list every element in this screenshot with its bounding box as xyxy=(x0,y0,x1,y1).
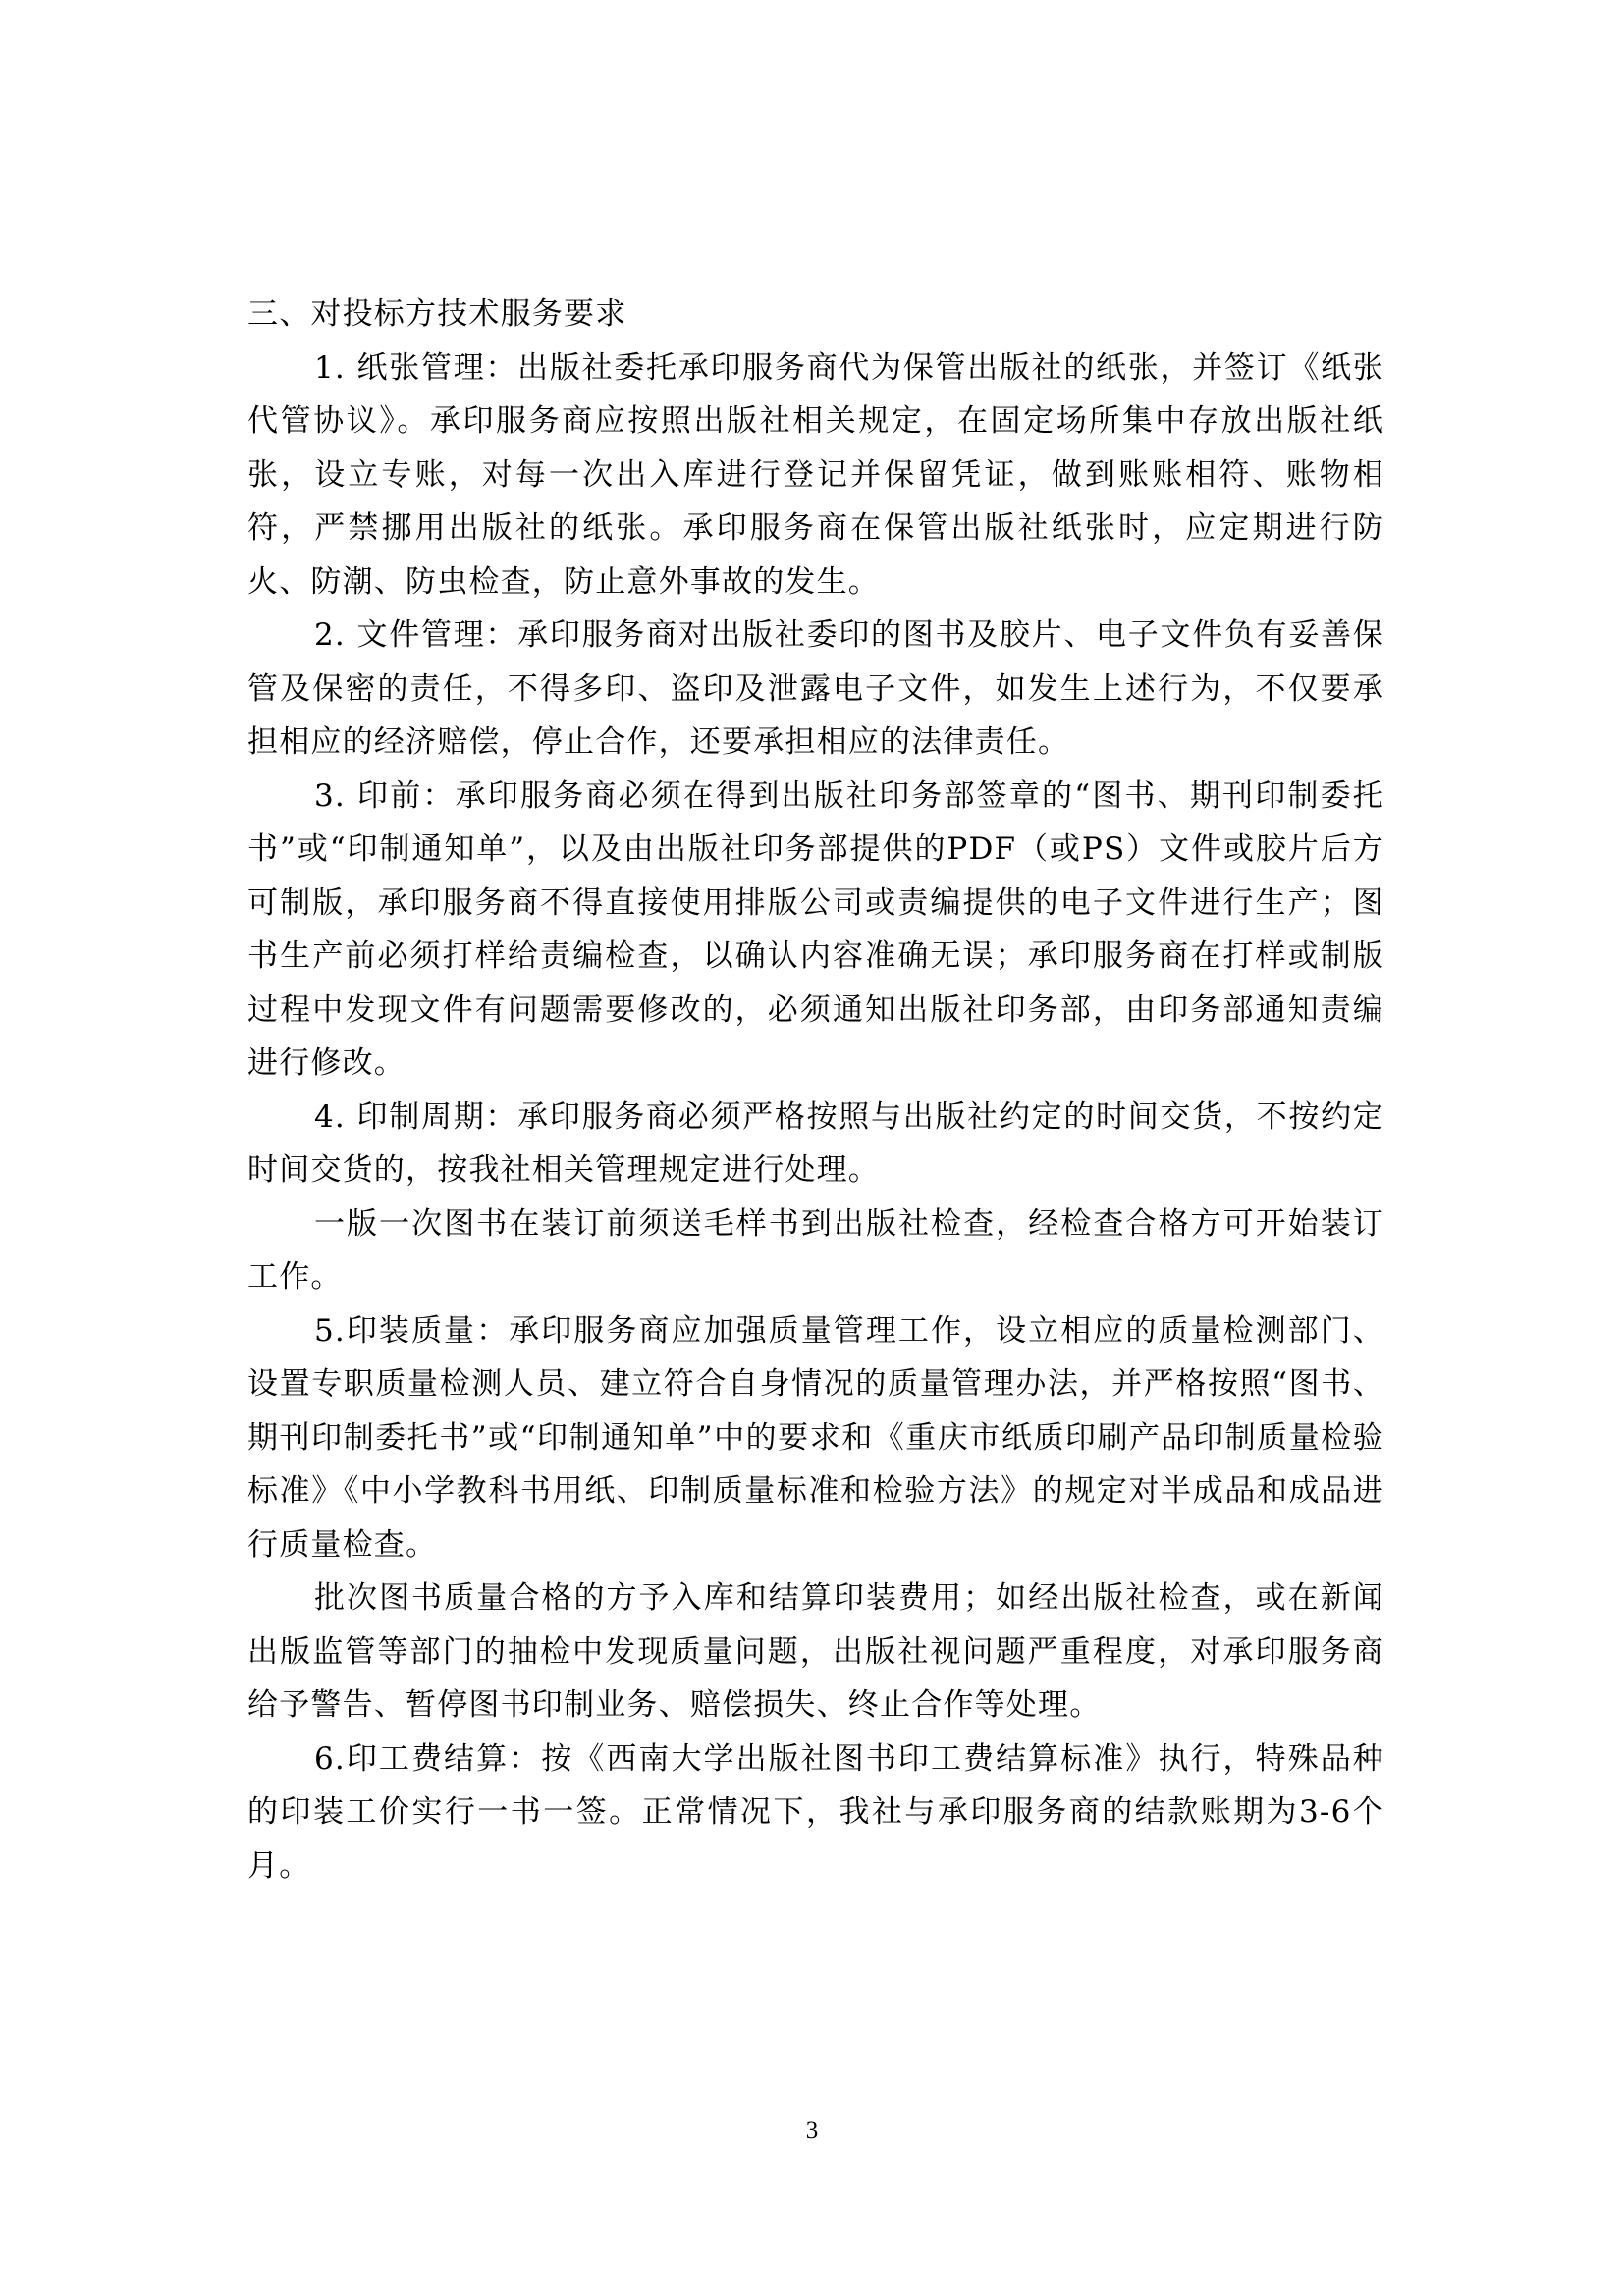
paragraph-file-management: 2. 文件管理：承印服务商对出版社委印的图书及胶片、电子文件负有妥善保管及保密的责任，不得多印、盗印及泄露电子文件，如发生上述行为，不仅要承担相应的经济赔偿，停止合作，还要承担相应的法律责任。 xyxy=(247,617,1384,760)
paragraph-paper-management: 1. 纸张管理：出版社委托承印服务商代为保管出版社的纸张，并签订《纸张代管协议》。承印服务商应按照出版社相关规定，在固定场所集中存放出版社纸张，设立专账，对每一次出入库进行登记并保留凭证，做到账账相符、账物相符，严禁挪用出版社的纸张。承印服务商在保管出版社纸张时，应定期进行防火、防潮、防虫检查，防止意外事故的发生。 xyxy=(247,349,1384,600)
section-heading: 三、对投标方技术服务要求 xyxy=(247,296,627,332)
paragraph-batch-quality: 批次图书质量合格的方予入库和结算印装费用；如经出版社检查，或在新闻出版监管等部门的抽检中发现质量问题，出版社视问题严重程度，对承印服务商给予警告、暂停图书印制业务、赔偿损失、终止合作等处理。 xyxy=(247,1580,1384,1723)
paragraph-fee-settlement: 6.印工费结算：按《西南大学出版社图书印工费结算标准》执行，特殊品种的印装工价实行一书一签。正常情况下，我社与承印服务商的结款账期为3-6个月。 xyxy=(247,1740,1384,1884)
paragraph-sample-inspection: 一版一次图书在装订前须送毛样书到出版社检查，经检查合格方可开始装订工作。 xyxy=(247,1205,1384,1295)
paragraph-print-quality: 5.印装质量：承印服务商应加强质量管理工作，设立相应的质量检测部门、设置专职质量检测人员、建立符合自身情况的质量管理办法，并严格按照“图书、期刊印制委托书”或“印制通知单”中的要求和《重庆市纸质印刷产品印制质量检验标准》《中小学教科书用纸、印制质量标准和检验方法》的规定对半成品和成品进行质量检查。 xyxy=(247,1312,1384,1563)
page-number: 3 xyxy=(805,2117,819,2144)
paragraph-prepress: 3. 印前：承印服务商必须在得到出版社印务部签章的“图书、期刊印制委托书”或“印制通知单”，以及由出版社印务部提供的PDF（或PS）文件或胶片后方可制版，承印服务商不得直接使用排版公司或责编提供的电子文件进行生产；图书生产前必须打样给责编检查，以确认内容准确无误；承印服务商在打样或制版过程中发现文件有问题需要修改的，必须通知出版社印务部，由印务部通知责编进行修改。 xyxy=(247,777,1384,1081)
document-body xyxy=(247,288,1384,1893)
paragraph-printing-cycle: 4. 印制周期：承印服务商必须严格按照与出版社约定的时间交货，不按约定时间交货的，按我社相关管理规定进行处理。 xyxy=(247,1098,1384,1188)
